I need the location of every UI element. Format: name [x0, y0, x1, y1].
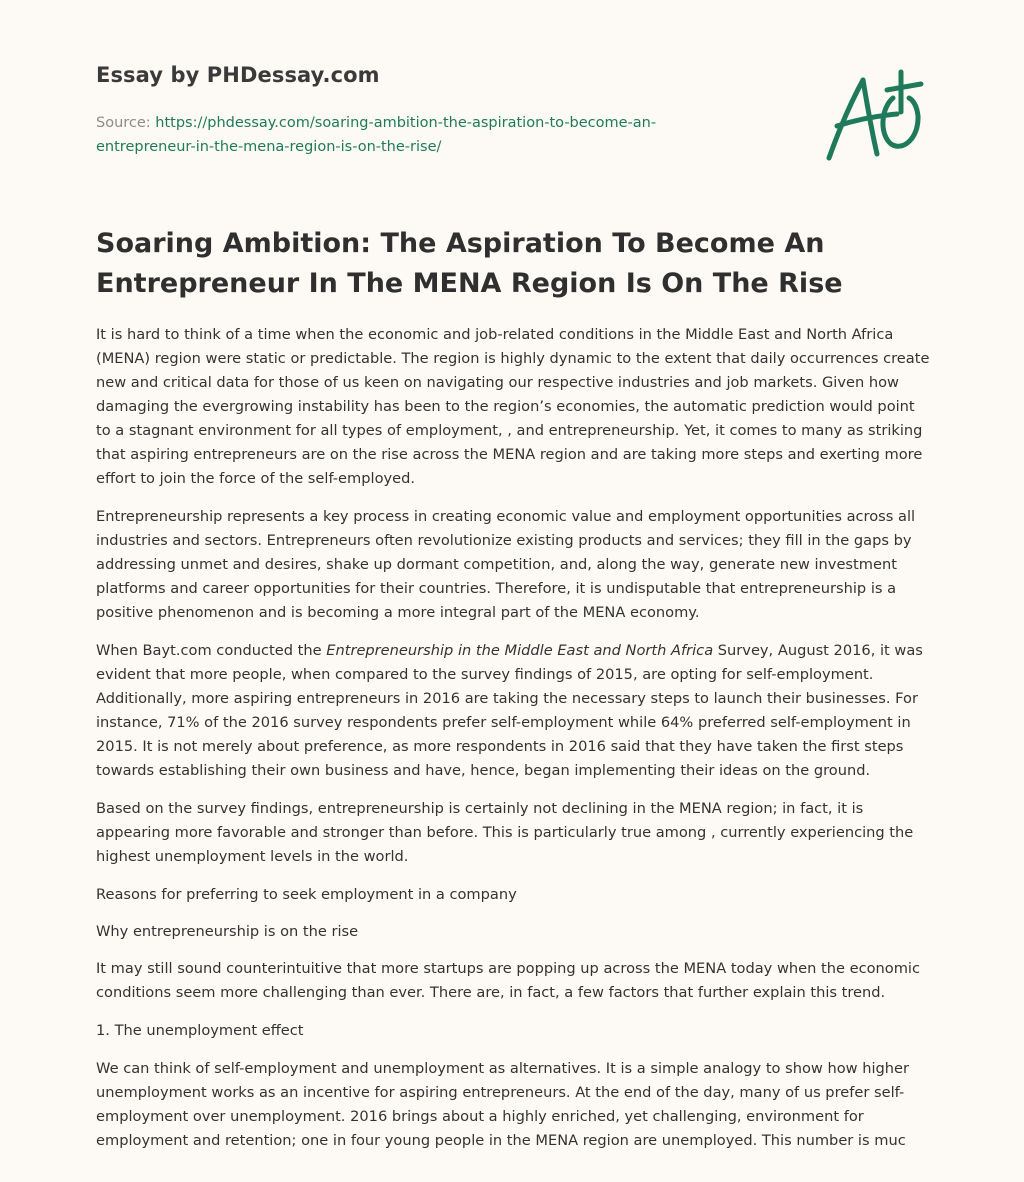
paragraph-8: 1. The unemployment effect [96, 1022, 304, 1039]
source-label: Source: [96, 115, 151, 131]
a-plus-logo-icon [821, 68, 926, 168]
survey-title: Entrepreneurship in the Middle East and North Africa [326, 642, 714, 659]
essay-body [96, 323, 930, 1167]
paragraph-6: Why entrepreneurship is on the rise [96, 923, 359, 940]
paragraph-4: Based on the survey findings, entrepreneurship is certainly not declining in the MENA region; in fact, it is appearing more favorable and stronger than before. This is particularly true among , currently experiencing the highest unemployment levels in the world. [96, 800, 914, 865]
paragraph-7: It may still sound counterintuitive that more startups are popping up across the MENA today when the economic conditions seem more challenging than ever. There are, in fact, a few factors that further explain this trend. [96, 960, 920, 1001]
paragraph-5: Reasons for preferring to seek employment in a company [96, 886, 517, 903]
source-link[interactable] [96, 115, 656, 155]
source-link-line1: https://phdessay.com/soaring-ambition-the-aspiration-to-become-an- [155, 115, 657, 131]
paragraph-2: Entrepreneurship represents a key process in creating economic value and employment opportunities across all industries and sectors. Entrepreneurs often revolutionize existing products and services; they fill in the gaps by addressing unmet and desires, shake up dormant competition, and, along the way, generate new investment platforms and career opportunities for their countries. Therefore, it is undisputable that entrepreneurship is a positive phenomenon and is becoming a more integral part of the MENA economy. [96, 508, 916, 621]
paragraph-1: It is hard to think of a time when the economic and job-related conditions in the Middle East and North Africa (MENA) region were static or predictable. The region is highly dynamic to the extent that daily occurrences create new and critical data for those of us keen on navigating our respective industries and job markets. Given how damaging the evergrowing instability has been to the region’s economies, the automatic prediction would point to a stagnant environment for all types of employment, , and entrepreneurship. Yet, it comes to many as striking that aspiring entrepreneurs are on the rise across the MENA region and are taking more steps and exerting more effort to join the force of the self-employed. [96, 326, 930, 487]
source-line [96, 111, 736, 159]
paragraph-3-end: Survey, August 2016, it was evident that more people, when compared to the survey findings of 2015, are opting for self-employment. Additionally, more aspiring entrepreneurs in 2016 are taking the necessary steps to launch their businesses. For instance, 71% of the 2016 survey respondents prefer self-employment while 64% preferred self-employment in 2015. It is not merely about preference, as more respondents in 2016 said that they have taken the first steps towards establishing their own business and have, hence, began implementing their ideas on the ground. [96, 642, 923, 779]
essay-title: Soaring Ambition: The Aspiration To Become An Entrepreneur In The MENA Region Is On The Rise [96, 228, 843, 299]
site-title: Essay by PHDessay.com [96, 63, 380, 87]
paragraph-9: We can think of self-employment and unemployment as alternatives. It is a simple analogy to show how higher unemployment works as an incentive for aspiring entrepreneurs. At the end of the day, many of us prefer self-employment over unemployment. 2016 brings about a highly enriched, yet challenging, environment for employment and retention; one in four young people in the MENA region are unemployed. This number is muc [96, 1060, 910, 1149]
paragraph-3-start: When Bayt.com conducted the [96, 642, 327, 659]
paragraph-3 [96, 639, 930, 783]
source-link-line2: entrepreneur-in-the-mena-region-is-on-the-rise/ [96, 139, 442, 155]
